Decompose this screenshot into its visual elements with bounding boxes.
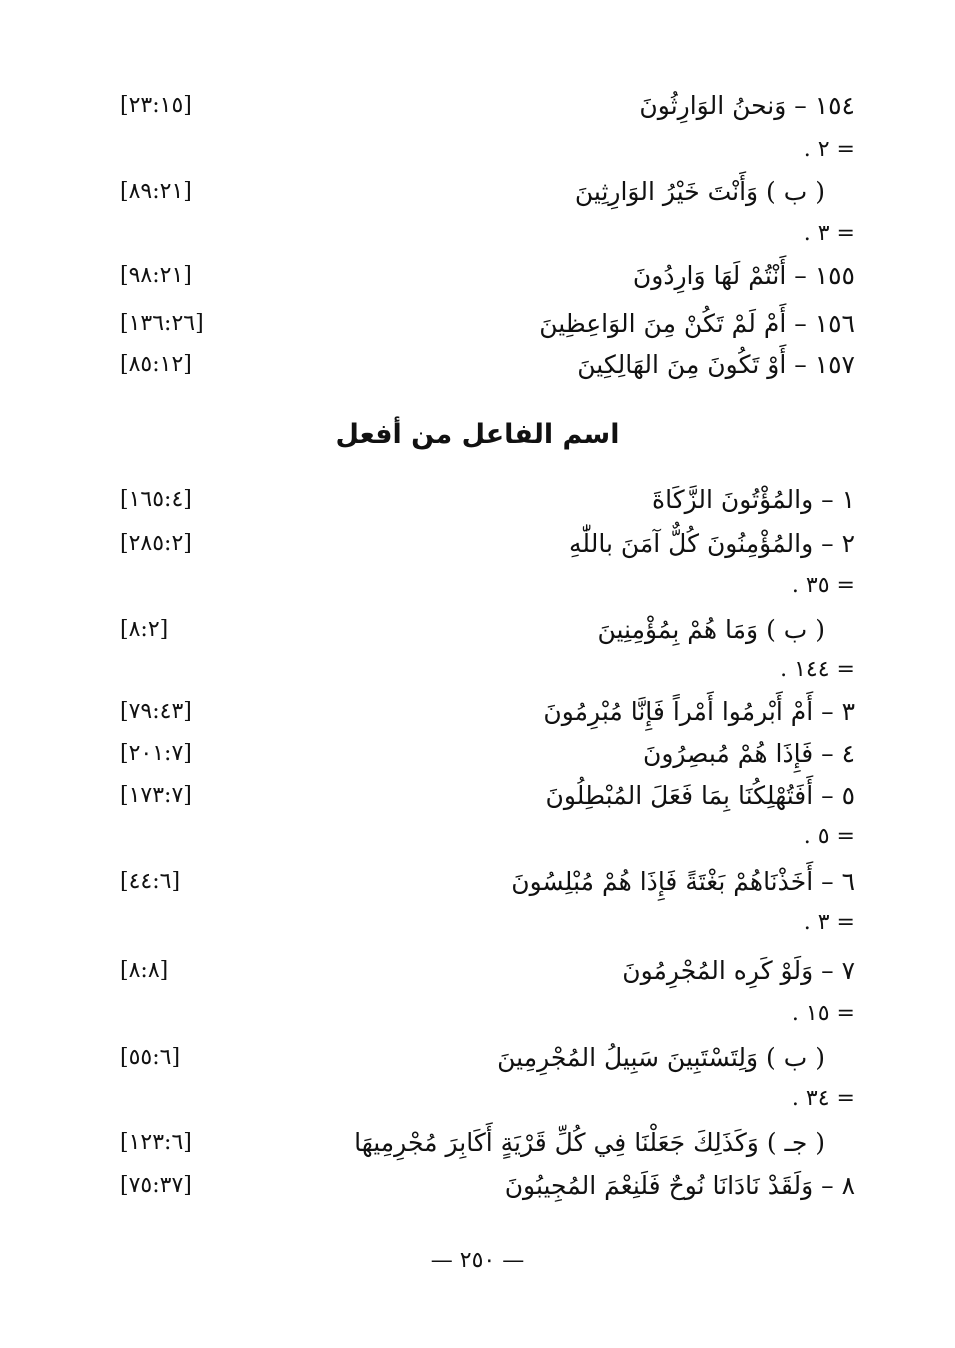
count-line: = ٣ . [803,221,855,246]
entry-row [120,304,855,344]
count-line: = ١٤٤ . [780,657,855,682]
count-line: = ٣ . [803,910,855,935]
verse-reference: [١٦٥:٤] [120,487,192,512]
count-row [120,997,855,1037]
page-number: — ٢٥٠ — [430,1248,525,1273]
verse-reference: [٧٩:٤٣] [120,699,192,724]
entry-row [120,734,855,774]
count-row [120,1082,855,1122]
verse-text: ١٥٥ – أَنْتُمْ لَهَا وَارِدُونَ [632,261,855,290]
verse-text: ١٥٦ – أَمْ لَمْ تَكُنْ مِنَ الوَاعِظِينَ [539,309,855,338]
verse-reference: [٧٥:٣٧] [120,1173,192,1198]
verse-reference: [٨٩:٢١] [120,179,192,204]
verse-text: ٢ – والمُؤْمِنُونَ كُلٌّ آمَنَ باللّٰهِ [569,529,855,558]
count-row [120,217,855,257]
verse-reference: [٢٠١:٧] [120,741,192,766]
entry-row [120,1166,855,1206]
entry-row [120,480,855,520]
verse-text: ( جـ ) وَكَذَلِكَ جَعَلْنَا فِي كُلِّ قَرْيَةٍ أَكَابِرَ مُجْرِمِيهَا [354,1128,825,1157]
count-row [120,653,855,693]
verse-reference: [٤٤:٦] [120,869,181,894]
entry-row [120,610,855,650]
verse-reference: [٨٥:١٢] [120,352,192,377]
entry-row [120,862,855,902]
count-line: = ٢ . [803,137,855,162]
entry-row [120,776,855,816]
verse-reference: [٢٣:١٥] [120,93,192,118]
verse-text: ١٥٤ – وَنحنُ الوَارِثُونَ [639,91,855,120]
verse-reference: [٩٨:٢١] [120,263,192,288]
verse-text: ١ – والمُؤْتُونَ الزَّكَاةَ [652,485,855,514]
count-row [120,906,855,946]
count-row [120,569,855,609]
count-line: = ١٥ . [791,1001,855,1026]
count-row [120,133,855,173]
verse-text: ( ب ) وَأَنْتَ خَيْرُ الوَارِثِينَ [574,177,825,206]
verse-reference: [١٣٦:٢٦] [120,311,204,336]
entry-row [120,86,855,126]
entry-row [120,951,855,991]
verse-text: ٤ – فَإِذَا هُمْ مُبصِرُونَ [642,739,855,768]
entry-row [120,1123,855,1163]
verse-reference: [١٧٣:٧] [120,783,192,808]
verse-reference: [٢٨٥:٢] [120,531,192,556]
count-line: = ٥ . [803,824,855,849]
verse-text: ٦ – أَخَذْنَاهُمْ بَغْتَةً فَإِذَا هُمْ مُبْلِسُونَ [511,867,855,896]
verse-text: ٨ – وَلَقَدْ نَادَانَا نُوحٌ فَلَنِعْمَ المُجِيبُونَ [504,1171,855,1200]
verse-reference: [١٢٣:٦] [120,1130,192,1155]
entry-row [120,345,855,385]
entry-row [120,172,855,212]
entry-row [120,256,855,296]
verse-text: ٥ – أَفَتُهْلِكُنَا بِمَا فَعَلَ المُبْطِلُونَ [545,781,855,810]
verse-text: ٣ – أَمْ أَبْرمُوا أَمْراً فَإِنَّا مُبْرِمُونَ [543,697,855,726]
count-line: = ٣٥ . [791,573,855,598]
verse-reference: [٥٥:٦] [120,1045,181,1070]
entry-row [120,1038,855,1078]
verse-text: ( ب ) وَلِتَسْتَبِينَ سَبِيلُ المُجْرِمِينَ [497,1043,825,1072]
section-title: اسم الفاعل من أفعل [335,419,620,450]
entry-row [120,692,855,732]
verse-reference: [٨:٨] [120,958,169,983]
verse-text: ( ب ) وَمَا هُمْ بِمُؤْمِنِينَ [597,615,825,644]
verse-text: ١٥٧ – أَوْ تَكُونَ مِنَ الهَالِكِينَ [577,350,855,379]
count-line: = ٣٤ . [791,1086,855,1111]
count-row [120,820,855,860]
verse-text: ٧ – وَلَوْ كَرِه المُجْرِمُونَ [622,956,855,985]
verse-reference: [٨:٢] [120,617,169,642]
entry-row [120,524,855,564]
